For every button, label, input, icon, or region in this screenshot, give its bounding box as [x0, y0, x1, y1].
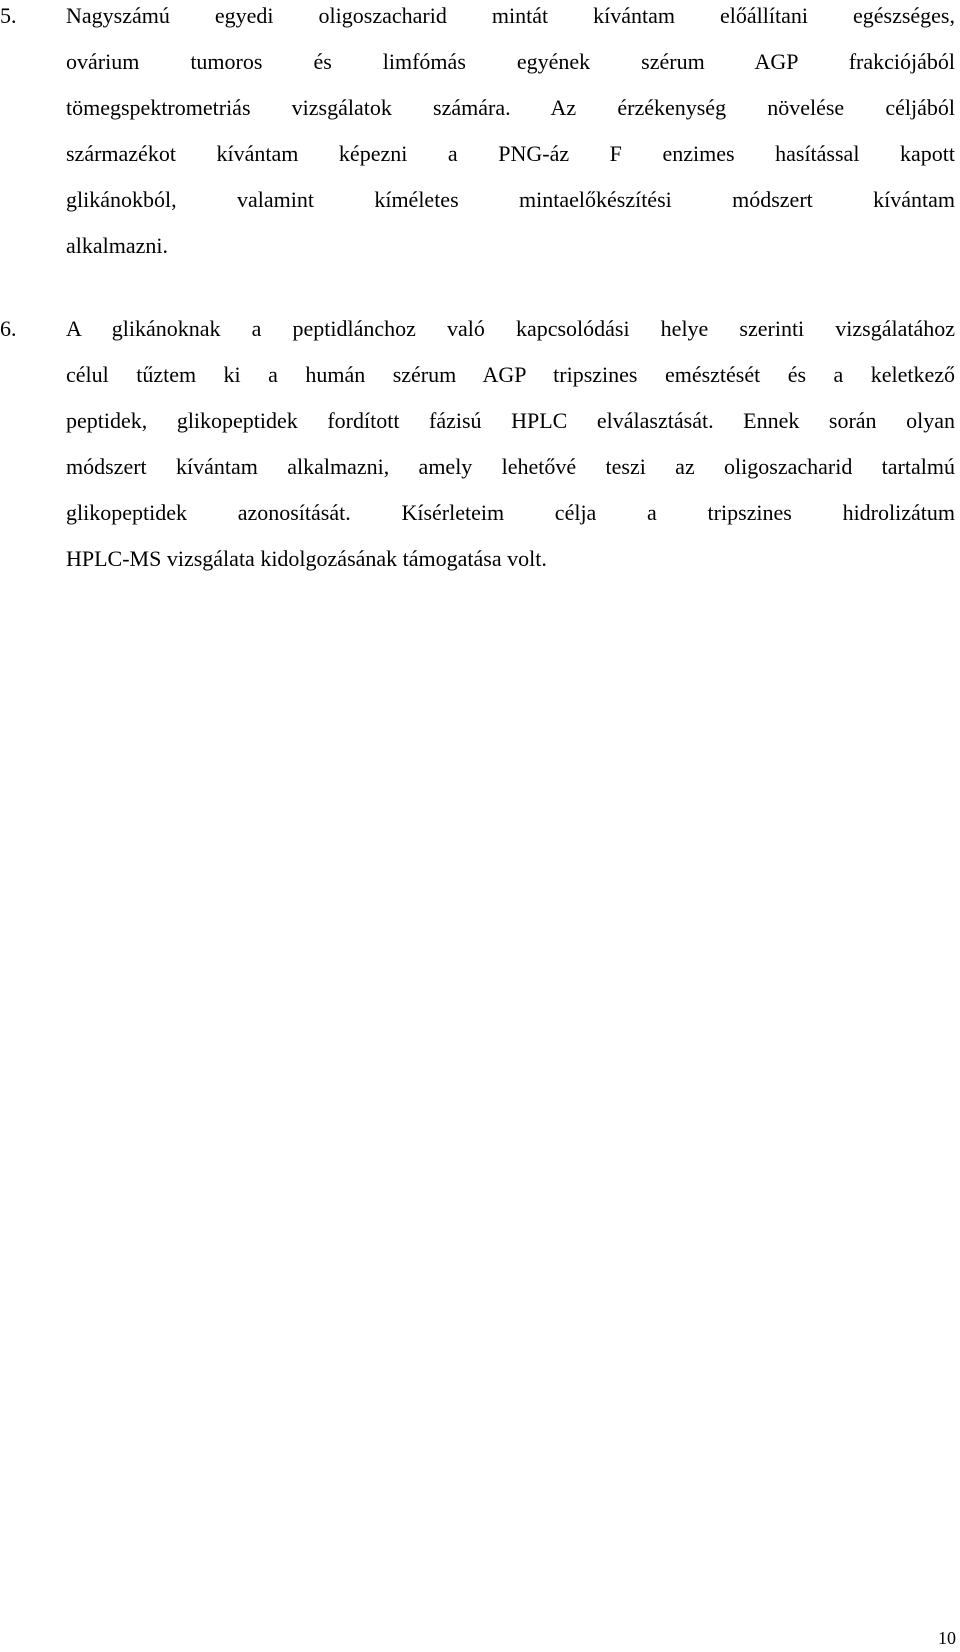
- text-line: származékot kívántam képezni a PNG-áz F enzimes hasítással kapott: [66, 141, 955, 166]
- text-line: módszert kívántam alkalmazni, amely lehetővé teszi az oligoszacharid tartalmú: [66, 454, 955, 479]
- page-number: 10: [938, 1628, 956, 1648]
- text-line: alkalmazni.: [66, 233, 169, 258]
- text-line: glikopeptidek azonosítását. Kísérleteim célja a tripszines hidrolizátum: [66, 500, 955, 525]
- text-line: ovárium tumoros és limfómás egyének szérum AGP frakciójából: [66, 49, 955, 74]
- text-line: glikánokból, valamint kíméletes mintaelőkészítési módszert kívántam: [66, 187, 955, 212]
- text-line: célul tűztem ki a humán szérum AGP tripszines emésztését és a keletkező: [66, 362, 955, 387]
- text-line: A glikánoknak a peptidlánchoz való kapcsolódási helye szerinti vizsgálatához: [66, 316, 955, 341]
- text-line: Nagyszámú egyedi oligoszacharid mintát kívántam előállítani egészséges,: [66, 3, 955, 28]
- text-line: peptidek, glikopeptidek fordított fázisú HPLC elválasztását. Ennek során olyan: [66, 408, 955, 433]
- item-number: 5.: [0, 3, 17, 28]
- item-number: 6.: [0, 316, 17, 341]
- text-line: tömegspektrometriás vizsgálatok számára. Az érzékenység növelése céljából: [66, 95, 955, 120]
- text-line: HPLC-MS vizsgálata kidolgozásának támogatása volt.: [66, 546, 547, 571]
